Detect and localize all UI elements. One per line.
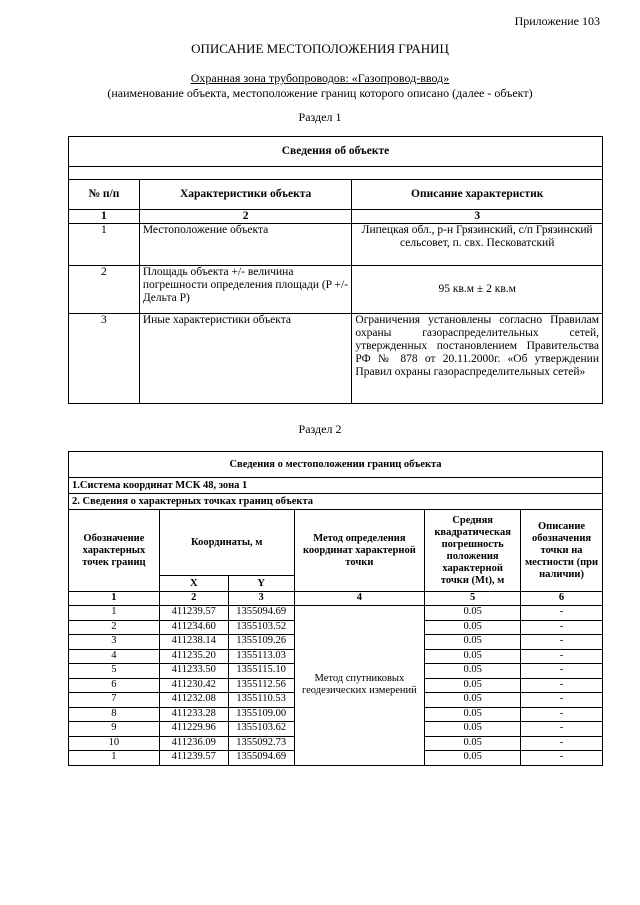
appendix-label: Приложение 103: [514, 14, 600, 28]
boundary-table-title: Сведения о местоположении границ объекта: [69, 452, 603, 478]
section2-label: Раздел 2: [298, 422, 342, 436]
point-error: 0.05: [425, 664, 521, 679]
point-error: 0.05: [425, 693, 521, 708]
index-cell: 5: [425, 592, 521, 606]
object-info-table: [68, 136, 603, 404]
point-x: 411232.08: [159, 693, 228, 708]
point-id: 6: [69, 678, 160, 693]
row-no: 1: [69, 224, 140, 266]
point-y: 1355103.52: [228, 620, 294, 635]
point-description: -: [521, 620, 603, 635]
point-x: 411238.14: [159, 635, 228, 650]
table-row: [69, 266, 603, 314]
point-description: -: [521, 736, 603, 751]
col-method-header: Метод определения координат характерной точки: [294, 510, 425, 592]
row-char: Площадь объекта +/- величина погрешности определения площади (P +/- Дельта P): [139, 266, 352, 314]
spacer-row: [69, 167, 603, 180]
table-row: [69, 314, 603, 404]
point-description: -: [521, 664, 603, 679]
point-error: 0.05: [425, 635, 521, 650]
col-point-header: Обозначение характерных точек границ: [69, 510, 160, 592]
col-no-header: № п/п: [69, 180, 140, 210]
point-error: 0.05: [425, 649, 521, 664]
point-error: 0.05: [425, 606, 521, 621]
point-x: 411239.57: [159, 751, 228, 766]
point-y: 1355109.00: [228, 707, 294, 722]
index-cell: 4: [294, 592, 425, 606]
point-y: 1355109.26: [228, 635, 294, 650]
point-description: -: [521, 693, 603, 708]
object-name: Охранная зона трубопроводов: «Газопровод-ввод»: [190, 71, 450, 85]
point-id: 1: [69, 751, 160, 766]
index-cell: 2: [139, 210, 352, 224]
point-y: 1355092.73: [228, 736, 294, 751]
boundary-points-table: [68, 451, 603, 766]
point-id: 10: [69, 736, 160, 751]
col-char-header: Характеристики объекта: [139, 180, 352, 210]
row-char: Иные характеристики объекта: [139, 314, 352, 404]
index-cell: 6: [521, 592, 603, 606]
point-x: 411233.28: [159, 707, 228, 722]
point-y: 1355115.10: [228, 664, 294, 679]
point-y: 1355113.03: [228, 649, 294, 664]
point-y: 1355110.53: [228, 693, 294, 708]
table-row: [69, 606, 603, 621]
index-cell: 3: [228, 592, 294, 606]
point-id: 2: [69, 620, 160, 635]
coord-system: 1.Система координат МСК 48, зона 1: [69, 478, 603, 494]
point-description: -: [521, 722, 603, 737]
index-cell: 1: [69, 592, 160, 606]
object-info-title: Сведения об объекте: [69, 137, 603, 167]
point-y: 1355103.62: [228, 722, 294, 737]
point-id: 7: [69, 693, 160, 708]
col-error-header: Средняя квадратическая погрешность положения характерной точки (Mt), м: [425, 510, 521, 592]
point-id: 9: [69, 722, 160, 737]
method-cell: Метод спутниковых геодезических измерений: [294, 606, 425, 766]
point-x: 411233.50: [159, 664, 228, 679]
point-id: 5: [69, 664, 160, 679]
point-y: 1355094.69: [228, 606, 294, 621]
point-error: 0.05: [425, 707, 521, 722]
point-id: 1: [69, 606, 160, 621]
point-x: 411230.42: [159, 678, 228, 693]
point-description: -: [521, 635, 603, 650]
point-description: -: [521, 678, 603, 693]
point-x: 411239.57: [159, 606, 228, 621]
point-error: 0.05: [425, 678, 521, 693]
object-note: (наименование объекта, местоположение границ которого описано (далее - объект): [107, 86, 533, 100]
point-error: 0.05: [425, 620, 521, 635]
point-x: 411236.09: [159, 736, 228, 751]
point-y: 1355094.69: [228, 751, 294, 766]
col-x-header: X: [159, 576, 228, 592]
row-desc: Ограничения установлены согласно Правилам охраны газораспределительных сетей, утвержденных постановлением Правительства РФ № 878 от 20.11.2000г. «Об утверждении Правил охраны газораспределительных сетей»: [352, 314, 603, 404]
point-id: 4: [69, 649, 160, 664]
page-title: ОПИСАНИЕ МЕСТОПОЛОЖЕНИЯ ГРАНИЦ: [191, 41, 449, 56]
col-desc-header: Описание характеристик: [352, 180, 603, 210]
point-id: 3: [69, 635, 160, 650]
point-id: 8: [69, 707, 160, 722]
row-desc: Липецкая обл., р-н Грязинский, с/п Грязинский сельсовет, п. свх. Песковатский: [352, 224, 603, 266]
point-x: 411235.20: [159, 649, 228, 664]
col-y-header: Y: [228, 576, 294, 592]
row-no: 3: [69, 314, 140, 404]
point-x: 411229.96: [159, 722, 228, 737]
points-title: 2. Сведения о характерных точках границ объекта: [69, 494, 603, 510]
index-cell: 1: [69, 210, 140, 224]
point-description: -: [521, 606, 603, 621]
point-description: -: [521, 751, 603, 766]
table-row: [69, 224, 603, 266]
col-coords-header: Координаты, м: [159, 510, 294, 576]
point-description: -: [521, 649, 603, 664]
index-cell: 2: [159, 592, 228, 606]
point-error: 0.05: [425, 751, 521, 766]
row-no: 2: [69, 266, 140, 314]
point-x: 411234.60: [159, 620, 228, 635]
section1-label: Раздел 1: [298, 110, 342, 124]
col-desc-header: Описание обозначения точки на местности (при наличии): [521, 510, 603, 592]
points-body: [69, 606, 603, 766]
index-cell: 3: [352, 210, 603, 224]
row-desc: 95 кв.м ± 2 кв.м: [352, 266, 603, 314]
row-char: Местоположение объекта: [139, 224, 352, 266]
point-y: 1355112.56: [228, 678, 294, 693]
point-error: 0.05: [425, 736, 521, 751]
point-error: 0.05: [425, 722, 521, 737]
point-description: -: [521, 707, 603, 722]
